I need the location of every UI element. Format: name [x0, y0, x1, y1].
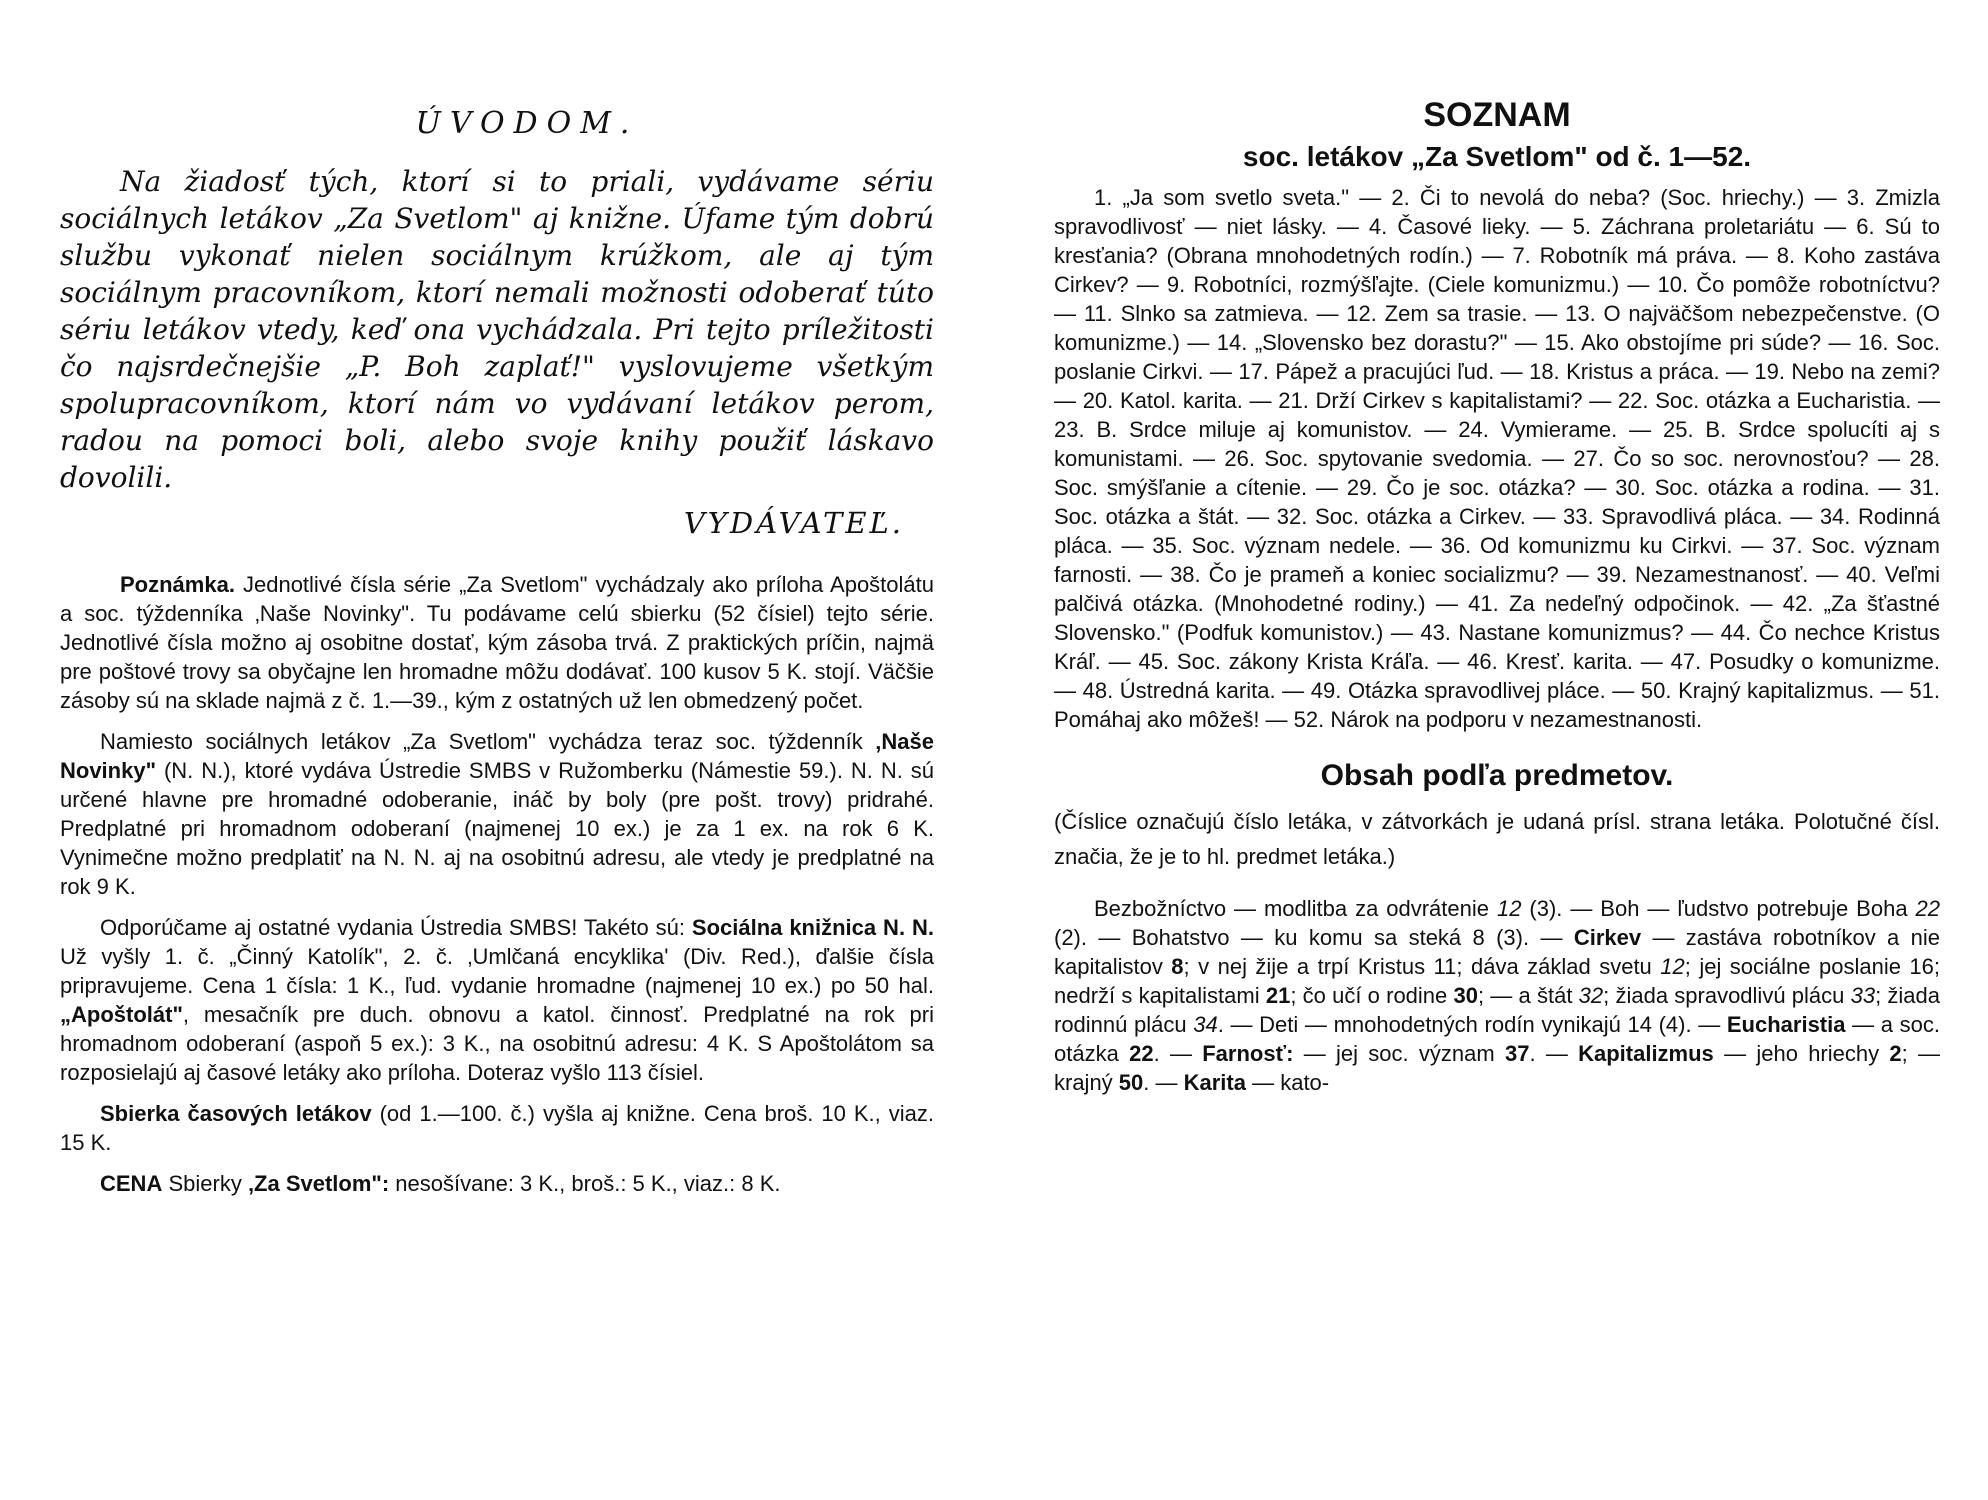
ref: 2: [1889, 1041, 1902, 1066]
text: . —: [1143, 1070, 1184, 1095]
text: ; — krajný: [1054, 1041, 1941, 1095]
text: — zastáva robotníkov a nie kapitalistov: [1054, 925, 1940, 979]
text: . —: [1153, 1041, 1203, 1066]
note-text: Jednotlivé čísla série „Za Svetlom" vychádzaly ako príloha Apoštolátu a soc. týždenníka ‚Naše Novinky". Tu podávame celú sbierku (52 čísiel) tejto série. Jednotlivé čísla možno aj osobitne dostať, kým zásoba trvá. Z praktických príčin, najmä pre poštové trovy sa obyčajne len hromadne môžu dodávať. 100 kusov 5 K. stojí. Väčšie zásoby sú na sklade najmä z č. 1.—39., kým z ostatných už len obmedzený počet.: [60, 572, 934, 713]
intro-title: ÚVODOM.: [415, 106, 639, 141]
text: nesošívane: 3 K., broš.: 5 K., viaz.: 8 K.: [389, 1171, 781, 1196]
leaflet-list: 1. „Ja som svetlo sveta." — 2. Či to nevolá do neba? (Soc. hriechy.) — 3. Zmizla spravodlivosť — niet lásky. — 4. Časové lieky. — 5. Záchrana proletariátu — 6. Sú to kresťania? (Obrana mnohodetných rodín.) — 7. Robotník má práva. — 8. Koho zastáva Cirkev? — 9. Robotníci, rozmýšľajte. (Ciele komunizmu.) — 10. Čo pomôže robotníctvu? — 11. Slnko sa zatmieva. — 12. Zem sa trasie. — 13. O najväčšom nebezpečenstve. (O komunizme.) — 14. „Slovensko bez dorastu?" — 15. Ako obstojíme pri súde? — 16. Soc. poslanie Cirkvi. — 17. Pápež a pracujúci ľud. — 18. Kristus a práca. — 19. Nebo na zemi? — 20. Katol. karita. — 21. Drží Cirkev s kapitalistami? — 22. Soc. otázka a Eucharistia. — 23. B. Srdce miluje aj komunistov. — 24. Vymierame. — 25. B. Srdce spolucíti aj s komunistami. — 26. Soc. spytovanie svedomia. — 27. Čo so soc. nerovnosťou? — 28. Soc. smýšľanie a cítenie. — 29. Čo je soc. otázka? — 30. Soc. otázka a rodina. — 31. Soc. otázka a štát. — 32. Soc. otázka a Cirkev. — 33. Spravodlivá pláca. — 34. Rodinná pláca. — 35. Soc. význam nedele. — 36. Od komunizmu ku Cirkvi. — 37. Soc. význam farnosti. — 38. Čo je prameň a koniec socializmu? — 39. Nezamestnanosť. — 40. Veľmi palčivá otázka. (Mnohodetné rodiny.) — 41. Za nedeľný odpočinok. — 42. „Za šťastné Slovensko." (Podfuk komunistov.) — 43. Nastane komunizmus? — 44. Čo nechce Kristus Kráľ. — 45. Soc. zákony Krista Kráľa. — 46. Kresť. karita. — 47. Posudky o komunizme. — 48. Ústredná karita. — 49. Otázka spravodlivej pláce. — 50. Krajný kapitalizmus. — 51. Pomáhaj ako môžeš! — 52. Nárok na podporu v nezamestnanosti.: [1054, 185, 1940, 732]
series-name: ‚Za Svetlom":: [247, 1171, 390, 1196]
ref: 22: [1915, 896, 1940, 921]
subject-index-entries: [1054, 894, 1940, 1097]
publisher-signature: VYDÁVATEĽ.: [683, 506, 904, 540]
library-name: Sociálna knižnica N. N.: [691, 915, 934, 940]
text: — jeho hriechy: [1713, 1041, 1890, 1066]
text: (2). — Bohatstvo — ku komu sa steká 8 (3). —: [1054, 925, 1574, 950]
ref: 33: [1850, 983, 1876, 1008]
text: — a soc. otázka: [1054, 1012, 1941, 1066]
text: ; žiada spravodlivú plácu: [1603, 983, 1851, 1008]
text: Už vyšly 1. č. „Činný Katolík", 2. č. ‚Umlčaná encyklika' (Div. Red.), ďalšie čísla pripravujeme. Cena 1 čísla: 1 K., ľud. vydanie hromadne (najmenej 10 ex.) po 50 hal.: [60, 944, 934, 998]
right-page: [994, 0, 1988, 1500]
text: Bezbožníctvo — modlitba za odvrátenie: [1094, 896, 1497, 921]
text: (3). — Boh — ľudstvo potrebuje Boha: [1521, 896, 1916, 921]
entry-term: Cirkev: [1573, 925, 1642, 950]
text: ; — a štát: [1477, 983, 1579, 1008]
ref: 8: [1171, 954, 1184, 979]
text: ; v nej žije a trpí Kristus 11; dáva základ svetu: [1183, 954, 1661, 979]
entry-term: Karita: [1183, 1070, 1246, 1095]
apostolat-name: „Apoštolát": [60, 1002, 183, 1027]
text: — jej soc. význam: [1293, 1041, 1505, 1066]
text: Namiesto sociálnych letákov „Za Svetlom" vychádza teraz soc. týždenník: [100, 729, 876, 754]
collection-paragraph: [60, 1099, 934, 1157]
note-label: Poznámka.: [120, 572, 235, 597]
text: (N. N.), ktoré vydáva Ústredie SMBS v Ružomberku (Námestie 59.). N. N. sú určené hlavne pre hromadné odoberanie, ináč by boly (pre pošt. trovy) pridrahé. Predplatné pri hromadnom odoberaní (najmenej 10 ex.) je za 1 ex. na rok 6 K. Vynimečne možno predplatiť na N. N. aj na osobitnú adresu, ale vtedy je predplatné na rok 9 K.: [60, 758, 934, 899]
entry-term: Kapitalizmus: [1578, 1041, 1714, 1066]
collection-name: Sbierka časových letákov: [100, 1101, 372, 1126]
ref: 12: [1496, 896, 1522, 921]
note-paragraph: [60, 570, 934, 715]
text: . — Deti — mnohodetných rodín vynikajú 14 (4). —: [1217, 1012, 1727, 1037]
text: . —: [1529, 1041, 1579, 1066]
ref: 21: [1265, 983, 1291, 1008]
ref: 30: [1453, 983, 1478, 1008]
newspaper-name: ‚Naše Novinky": [60, 729, 934, 783]
text: ; čo učí o rodine: [1290, 983, 1454, 1008]
list-title: SOZNAM: [1423, 96, 1571, 134]
entry-term: Farnosť:: [1202, 1041, 1294, 1066]
entry-term: Eucharistia: [1726, 1012, 1846, 1037]
price-paragraph: [60, 1169, 934, 1198]
text: Odporúčame aj ostatné vydania Ústredia SMBS! Takéto sú:: [100, 915, 692, 940]
ref: 32: [1578, 983, 1604, 1008]
text: , mesačník pre duch. obnovu a katol. činnosť. Predplatné na rok pri hromadnom odoberaní (aspoň 5 ex.): 3 K., na osobitnú adresu: 4 K. S Apoštolátom sa rozposielajú aj časové letáky ako príloha. Doteraz vyšlo 113 čísiel.: [60, 1002, 934, 1085]
ref: 50: [1118, 1070, 1144, 1095]
ref: 22: [1129, 1041, 1154, 1066]
subject-index-intro: (Číslice označujú číslo letáka, v zátvorkách je udaná prísl. strana letáka. Polotučné čísl. značia, že je to hl. predmet letáka.): [1054, 809, 1940, 869]
text: — kato-: [1245, 1070, 1330, 1095]
ref: 12: [1660, 954, 1685, 979]
publications-paragraph: [60, 913, 934, 1087]
text: ; žiada rodinnú plácu: [1054, 983, 1940, 1037]
price-label: CENA: [100, 1171, 163, 1196]
text: Sbierky: [162, 1171, 248, 1196]
intro-text: Na žiadosť tých, ktorí si to priali, vydávame sériu sociálnych letákov „Za Svetlom" aj knižne. Úfame tým dobrú službu vykonať nielen sociálnym krúžkom, ale aj tým sociálnym pracovníkom, ktorí nemali možnosti odoberať túto sériu letákov vtedy, keď ona vychádzala. Pri tejto príležitosti čo najsrdečnejšie „P. Boh zaplať!" vyslovujeme všetkým spolupracovníkom, ktorí nám vo vydávaní letákov perom, radou na pomoci boli, alebo svoje knihy použiť láskavo dovolili.: [60, 165, 934, 494]
newspaper-paragraph: [60, 727, 934, 901]
text: (od 1.—100. č.) vyšla aj knižne. Cena broš. 10 K., viaz. 15 K.: [60, 1101, 934, 1155]
list-subtitle: soc. letákov „Za Svetlom" od č. 1—52.: [1242, 141, 1752, 172]
ref: 37: [1504, 1041, 1530, 1066]
text: ; jej sociálne poslanie 16; nedrží s kapitalistami: [1054, 954, 1940, 1008]
subject-index-heading: Obsah podľa predmetov.: [1320, 759, 1674, 792]
ref: 34: [1193, 1012, 1218, 1037]
